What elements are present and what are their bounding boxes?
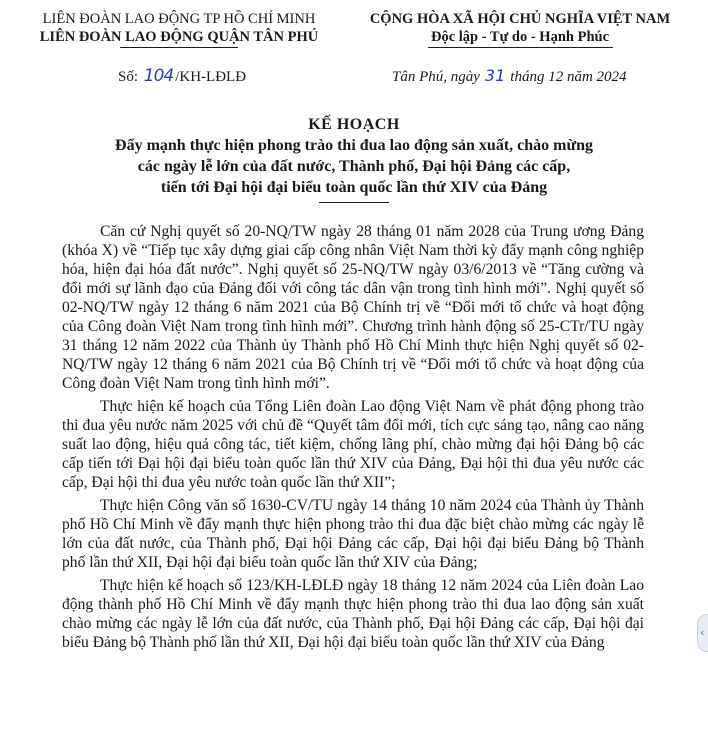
issuer-header [20,10,338,48]
date-suffix: tháng 12 năm 2024 [510,69,627,85]
document-number-label: Số: [118,69,139,85]
title-line-1: Đẩy mạnh thực hiện phong trào thi đua lao động sản xuất, chào mừng [115,137,593,154]
body-paragraph: Thực hiện kế hoạch của Tổng Liên đoàn Lao động Việt Nam về phát động phong trào thi đua yêu nước năm 2025 với chủ đề “Quyết tâm đổi mới, tích cực sáng tạo, nâng cao năng suất lao động, hiệu quả công tác, tiết kiệm, chống lãng phí, chào mừng đại hội Đảng bộ các cấp tiến tới Đại hội đại biểu toàn quốc lần thứ XIV của Đảng, Đại hội thi đua yêu nước các cấp, Đại hội thi đua yêu nước toàn quốc lần thứ XII”; [62,398,644,491]
date-day-handwritten: 31 [484,66,506,85]
issuer-underline [120,47,238,48]
national-header [352,10,688,48]
body-paragraph: Thực hiện Công văn số 1630-CV/TU ngày 14 tháng 10 năm 2024 của Thành ủy Thành phố Hồ Chí Minh về đẩy mạnh thực hiện phong trào thi đua đặc biệt chào mừng các ngày lễ lớn của đất nước, của Thành phố, Đại hội Đảng các cấp, Đại hội đại biểu Đảng bộ Thành phố lần thứ XII, Đại hội đại biểu toàn quốc lần thứ XIV của Đảng; [62,497,644,571]
title-underline [319,202,389,203]
national-motto: Độc lập - Tự do - Hạnh Phúc [430,29,610,45]
document-number [118,66,246,86]
document-type: KẾ HOẠCH [308,116,400,133]
date-prefix: Tân Phú, ngày [392,69,480,85]
body-paragraph: Căn cứ Nghị quyết số 20-NQ/TW ngày 28 tháng 01 năm 2028 của Trung ương Đảng (khóa X) về “Tiếp tục xây dựng giai cấp công nhân Việt Nam thời kỳ đẩy mạnh công nghiệp hóa, hiện đại hóa đất nước”. Nghị quyết số 25-NQ/TW ngày 03/6/2013 về “Tăng cường và đổi mới sự lãnh đạo của Đảng đối với công tác dân vận trong tình hình mới”. Nghị quyết số 02-NQ/TW ngày 12 tháng 6 năm 2021 của Bộ Chính trị về “Đổi mới tổ chức và hoạt động của Công đoàn Việt Nam trong tình hình mới”. Chương trình hành động số 25-CTr/TU ngày 31 tháng 12 năm 2022 của Thành ủy Thành phố Hồ Chí Minh thực hiện Nghị quyết số 02-NQ/TW ngày 12 tháng 6 năm 2021 của Bộ Chính trị về “Đổi mới tổ chức và hoạt động của Công đoàn Việt Nam trong tình hình mới”. [62,223,644,392]
country-name: CỘNG HÒA XÃ HỘI CHỦ NGHĨA VIỆT NAM [369,11,671,27]
document-number-handwritten: 104 [143,66,174,86]
motto-underline [428,47,613,48]
body-paragraph: Thực hiện kế hoạch số 123/KH-LĐLĐ ngày 18 tháng 12 năm 2024 của Liên đoàn Lao động thành phố Hồ Chí Minh về đẩy mạnh thực hiện phong trào thi đua lao động sản xuất chào mừng các ngày lễ lớn của đất nước, của Thành phố, Đại hội Đảng các cấp, Đại hội đại biểu Đảng bộ Thành phố lần thứ XII, Đại hội đại biểu toàn quốc lần thứ XIV của Đảng [62,577,644,651]
issuing-organization: LIÊN ĐOÀN LAO ĐỘNG QUẬN TÂN PHÚ [39,29,319,45]
title-line-2: các ngày lễ lớn của đất nước, Thành phố, Đại hội Đảng các cấp, [137,158,571,175]
title-line-3: tiến tới Đại hội đại biểu toàn quốc lần thứ XIV của Đảng [160,179,548,196]
document-title [60,115,648,203]
document-body [62,222,644,656]
side-panel-tab[interactable] [697,614,708,652]
parent-organization: LIÊN ĐOÀN LAO ĐỘNG TP HỒ CHÍ MINH [42,11,316,27]
document-number-code: /KH-LĐLĐ [175,69,247,85]
date-line [392,66,627,86]
chevron-left-icon: ‹ [700,626,705,639]
